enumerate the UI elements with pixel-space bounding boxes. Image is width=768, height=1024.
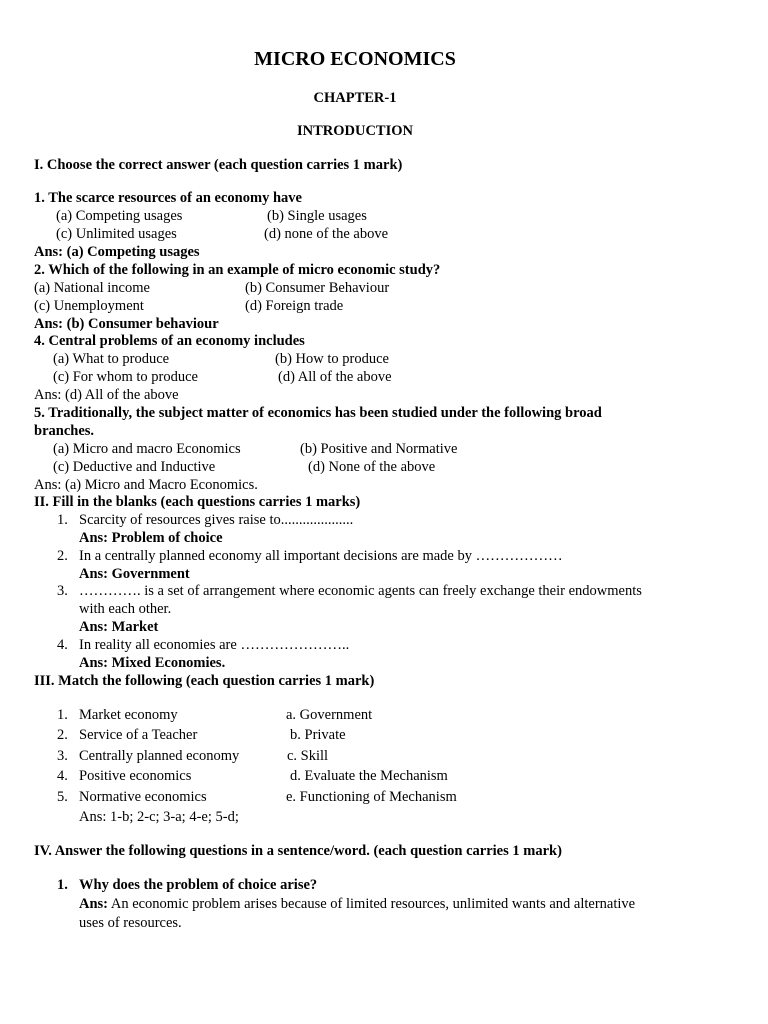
fill-4-answer: Ans: Mixed Economies. [79,655,226,671]
match-4-num: 4. [57,768,68,784]
match-5-num: 5. [57,789,68,805]
match-answer: Ans: 1-b; 2-c; 3-a; 4-e; 5-d; [79,809,239,825]
fill-3-num: 3. [57,583,68,599]
match-1-left: Market economy [79,707,178,723]
q2-option-a: (a) National income [34,280,150,296]
match-4-right: d. Evaluate the Mechanism [290,768,448,784]
match-4-left: Positive economics [79,768,192,784]
q1-option-b: (b) Single usages [267,208,367,224]
q1-answer: Ans: (a) Competing usages [34,244,200,260]
fill-1-num: 1. [57,512,68,528]
q2-option-b: (b) Consumer Behaviour [245,280,390,296]
q4-option-b: (b) How to produce [275,351,389,367]
match-5-right: e. Functioning of Mechanism [286,789,457,805]
fill-2-answer: Ans: Government [79,566,190,582]
q5-option-b: (b) Positive and Normative [300,441,458,457]
chapter-heading: CHAPTER-1 [313,90,397,106]
match-2-num: 2. [57,727,68,743]
q1-question: 1. The scarce resources of an economy have [34,190,302,206]
section3-heading: III. Match the following (each question carries 1 mark) [34,673,375,689]
fill-4-text: In reality all economies are ………………….. [79,637,350,653]
match-2-left: Service of a Teacher [79,727,198,743]
q4-1-answer-line1 [79,895,635,913]
match-3-num: 3. [57,748,68,764]
q4-1-answer-text: An economic problem arises because of limited resources, unlimited wants and alternative [110,896,636,912]
q2-option-d: (d) Foreign trade [245,298,344,314]
match-1-num: 1. [57,707,68,723]
q2-option-c: (c) Unemployment [34,298,144,314]
q5-option-c: (c) Deductive and Inductive [53,459,216,475]
q1-option-a: (a) Competing usages [56,208,183,224]
q1-option-d: (d) none of the above [264,226,389,242]
q4-1-question: Why does the problem of choice arise? [79,877,318,893]
q5-question-line2: branches. [34,423,95,439]
q4-1-num: 1. [57,877,68,893]
fill-2-num: 2. [57,548,68,564]
match-1-right: a. Government [286,707,373,723]
section-subtitle: INTRODUCTION [296,123,413,139]
fill-4-num: 4. [57,637,68,653]
q5-option-a: (a) Micro and macro Economics [53,441,241,457]
page-title: MICRO ECONOMICS [254,48,456,70]
q4-option-d: (d) All of the above [278,369,392,385]
q4-1-answer-line2: uses of resources. [79,915,182,931]
match-5-left: Normative economics [79,789,207,805]
section1-heading: I. Choose the correct answer (each question carries 1 mark) [34,157,403,173]
q2-question: 2. Which of the following in an example of micro economic study? [34,262,441,278]
q5-option-d: (d) None of the above [308,459,436,475]
match-2-right: b. Private [290,727,346,743]
fill-3-text-line2: with each other. [79,601,172,617]
fill-3-answer: Ans: Market [79,619,159,635]
q4-1-answer-label: Ans: [79,896,109,912]
section4-heading: IV. Answer the following questions in a sentence/word. (each question carries 1 mark) [34,843,562,859]
fill-3-text-line1: …………. is a set of arrangement where economic agents can freely exchange their endowments [79,583,642,599]
fill-1-text: Scarcity of resources gives raise to.................... [79,512,354,528]
fill-1-answer: Ans: Problem of choice [79,530,223,546]
q5-question-line1: 5. Traditionally, the subject matter of economics has been studied under the following broad [34,405,602,421]
section2-heading: II. Fill in the blanks (each questions carries 1 marks) [34,494,361,510]
match-3-left: Centrally planned economy [79,748,240,764]
q4-question: 4. Central problems of an economy includes [34,333,305,349]
q5-answer: Ans: (a) Micro and Macro Economics. [34,477,258,493]
fill-2-text: In a centrally planned economy all important decisions are made by ……………… [79,548,563,564]
match-3-right: c. Skill [287,748,329,764]
q4-option-c: (c) For whom to produce [53,369,198,385]
q4-option-a: (a) What to produce [53,351,170,367]
q4-answer: Ans: (d) All of the above [34,387,179,403]
q2-answer: Ans: (b) Consumer behaviour [34,316,219,332]
q1-option-c: (c) Unlimited usages [56,226,177,242]
